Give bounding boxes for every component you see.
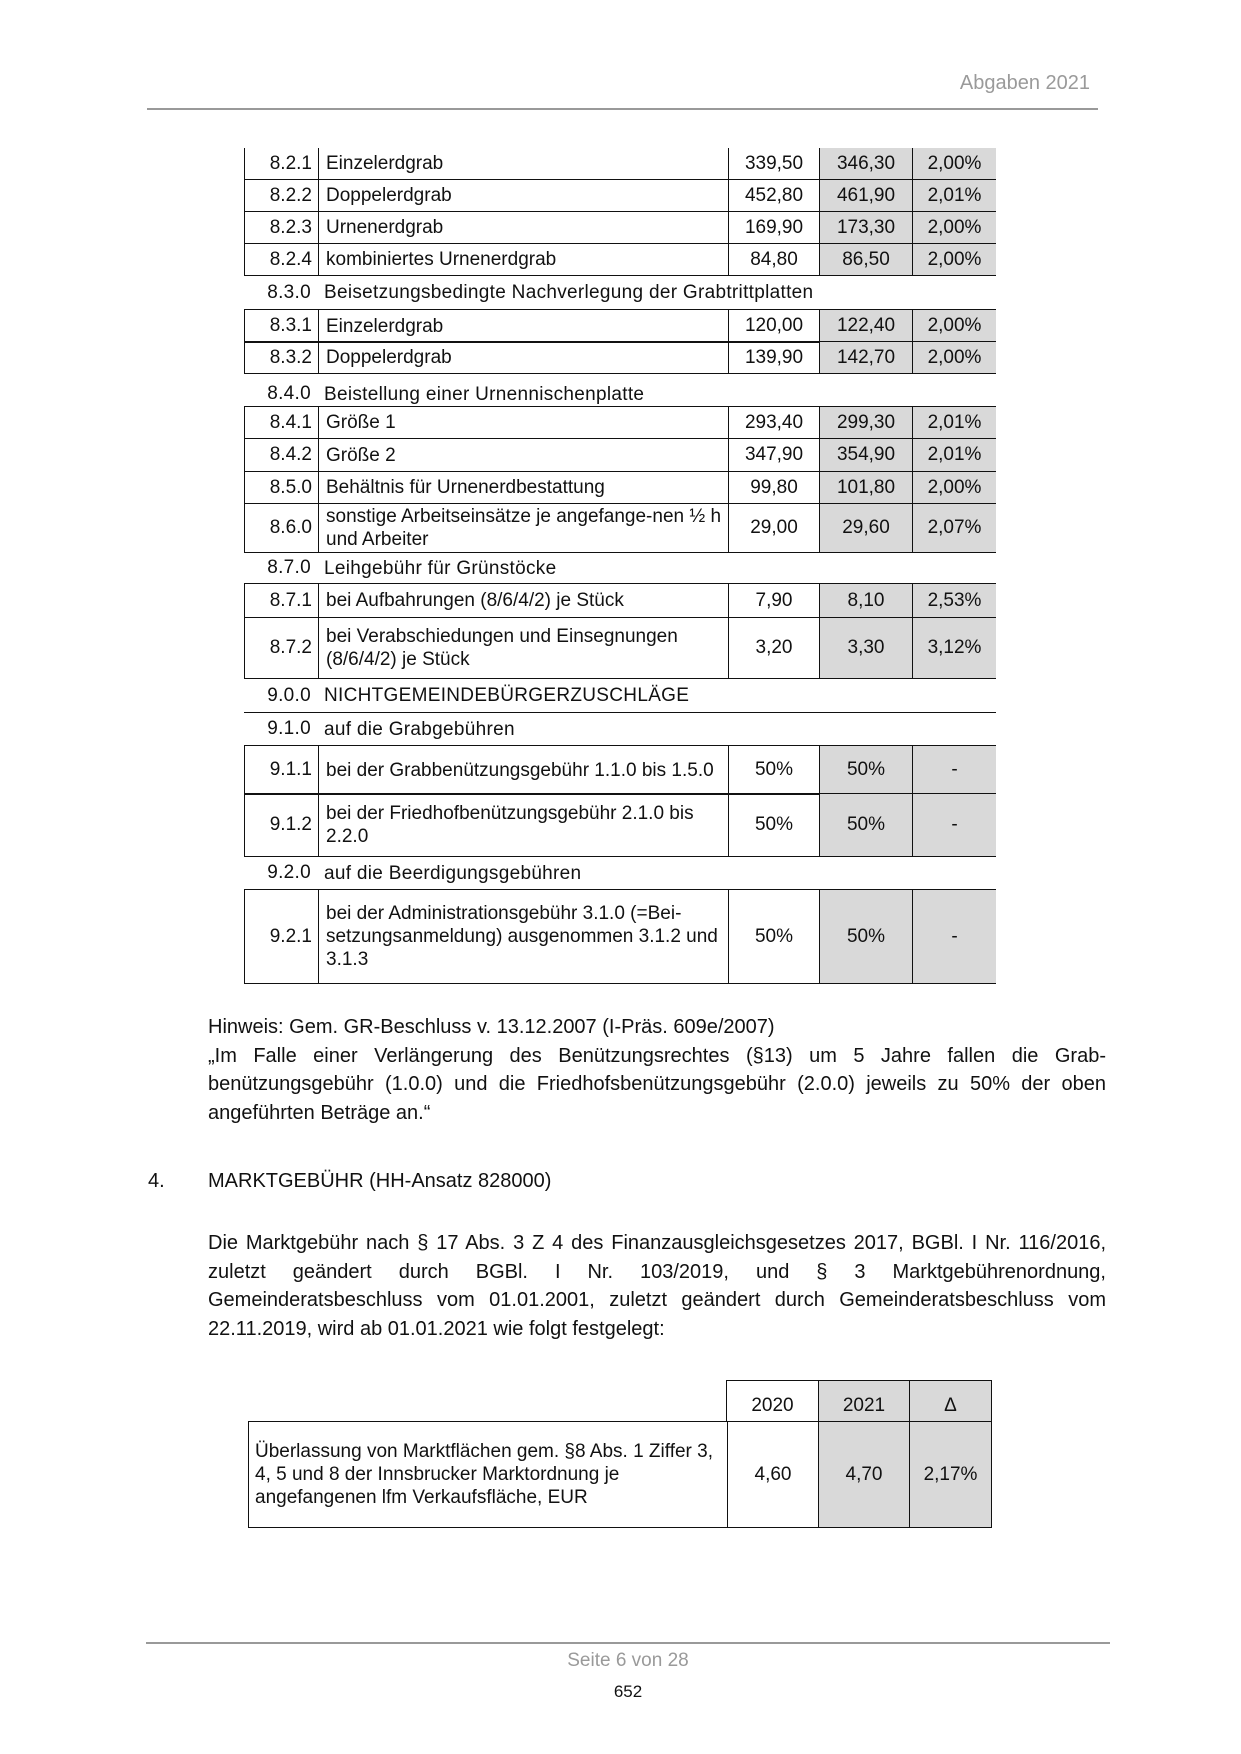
row-desc: Überlassung von Marktflächen gem. §8 Abs. 1 Ziffer 3, 4, 5 und 8 der Innsbrucker Marktordnung je angefangenen lfm Verkaufsfläche, EUR [255,1441,713,1508]
row-code: 9.2.1 [269,925,312,947]
group-row [244,276,996,309]
group-title: NICHTGEMEINDEBÜRGERZUSCHLÄGE [324,685,690,706]
group-code: 9.1.0 [267,718,311,739]
row-desc: Doppelerdgrab [318,180,728,211]
row-desc: Behältnis für Urnenerdbestattung [318,472,728,503]
page-info: Seite 6 von 28 [567,1650,689,1671]
row-value-2020: 120,00 [728,310,819,342]
row-desc: Größe 1 [318,407,728,438]
group-code: 8.3.0 [267,281,311,303]
row-delta: 2,00% [912,148,996,179]
row-value-2020: 3,20 [728,618,819,678]
row-delta: 2,53% [912,584,996,617]
row-value-2020: 293,40 [728,407,819,438]
row-value-2021: 4,70 [818,1422,909,1527]
row-value-2021: 50% [819,746,912,794]
row-value-2020: 29,00 [728,504,819,552]
row-value-2020: 339,50 [728,148,819,179]
group-row [244,553,996,583]
row-code: 8.2.2 [269,184,312,206]
row-delta: 3,12% [912,618,996,678]
row-value-2021: 29,60 [819,504,912,552]
row-desc: Urnenerdgrab [318,212,728,243]
row-desc: sonstige Arbeitseinsätze je angefange-nen ½ h und Arbeiter [318,504,728,552]
section-paragraph: Die Marktgebühr nach § 17 Abs. 3 Z 4 des Finanzausgleichsgesetzes 2017, BGBl. I Nr. 116/2016, zuletzt geändert durch BGBl. I Nr. 103/2019, und § 3 Marktgebührenordnung, Gemeinderatsbeschluss vom 01.01.2001, zuletzt geändert durch Gemeinderatsbeschluss vom 22.11.2019, wird ab 01.01.2021 wie folgt festgelegt: [208,1232,1106,1340]
table-row [244,406,996,439]
header-2021: 2021 [818,1381,909,1421]
row-value-2020: 169,90 [728,212,819,243]
row-value-2020: 452,80 [728,180,819,211]
row-code: 9.1.2 [269,814,312,835]
table-row [244,745,996,795]
group-title: Beisetzungsbedingte Nachverlegung der Grabtrittplatten [324,282,814,303]
row-delta: 2,17% [909,1422,991,1527]
group-row [244,679,996,713]
row-delta: 2,00% [912,342,996,373]
row-delta: 2,01% [912,407,996,438]
row-value-2020: 139,90 [728,342,819,373]
row-value-2021: 8,10 [819,584,912,617]
table-row [244,438,996,472]
table-row [244,583,996,618]
group-code: 9.0.0 [267,684,311,706]
group-title: auf die Grabgebühren [324,718,515,740]
row-desc: bei Verabschiedungen und Einsegnungen (8/6/4/2) je Stück [318,618,728,678]
table-row [244,889,996,984]
group-code: 9.2.0 [267,862,311,883]
row-code: 8.3.2 [269,346,312,368]
row-value-2021: 50% [819,794,912,856]
row-value-2020: 4,60 [727,1422,818,1527]
table-row [244,793,996,857]
row-desc: bei der Grabbenützungsgebühr 1.1.0 bis 1.5.0 [318,746,728,794]
row-delta: - [912,890,996,983]
row-value-2021: 299,30 [819,407,912,438]
note-block [208,1013,1106,1127]
row-code: 8.6.0 [269,517,312,538]
table-row [244,211,996,244]
row-delta: 2,00% [912,244,996,275]
table-row [244,309,996,343]
row-delta: 2,00% [912,310,996,342]
table-row [244,617,996,679]
row-desc: bei der Friedhofbenützungsgebühr 2.1.0 bis 2.2.0 [318,794,728,856]
row-value-2021: 461,90 [819,180,912,211]
group-row [244,376,996,406]
row-value-2021: 86,50 [819,244,912,275]
row-value-2020: 50% [728,890,819,983]
group-row [244,857,996,889]
row-code: 8.2.1 [269,152,312,174]
row-desc: Doppelerdgrab [318,342,728,373]
group-title: auf die Beerdigungsgebühren [324,862,582,884]
row-value-2021: 346,30 [819,148,912,179]
row-delta: 2,01% [912,439,996,471]
row-code: 9.1.1 [269,759,312,780]
row-value-2020: 50% [728,794,819,856]
row-value-2021: 3,30 [819,618,912,678]
page-footer [146,1642,1110,1702]
row-value-2021: 354,90 [819,439,912,471]
page-number: 652 [613,1682,643,1701]
section-number: 4. [148,1170,165,1192]
market-table-row [248,1421,992,1528]
row-code: 8.2.3 [269,216,312,238]
table-row [244,148,996,180]
row-value-2020: 7,90 [728,584,819,617]
row-delta: 2,07% [912,504,996,552]
row-value-2021: 173,30 [819,212,912,243]
note-reference: Hinweis: Gem. GR-Beschluss v. 13.12.2007 (I-Präs. 609e/2007) [208,1016,775,1038]
row-delta: 2,00% [912,212,996,243]
row-desc: bei Aufbahrungen (8/6/4/2) je Stück [318,584,728,617]
group-code: 8.4.0 [267,383,311,404]
row-value-2020: 99,80 [728,472,819,503]
row-code: 8.5.0 [269,476,312,498]
row-value-2020: 347,90 [728,439,819,471]
row-delta: 2,00% [912,472,996,503]
row-code: 8.7.2 [269,637,312,658]
row-desc: kombiniertes Urnenerdgrab [318,244,728,275]
row-value-2021: 50% [819,890,912,983]
row-value-2021: 101,80 [819,472,912,503]
row-delta: - [912,794,996,856]
row-desc: Einzelerdgrab [318,148,728,179]
group-code: 8.7.0 [267,557,311,578]
row-code: 8.2.4 [269,248,312,270]
group-title: Beistellung einer Urnennischenplatte [324,383,645,405]
table-row [244,341,996,374]
note-quote: „Im Falle einer Verlängerung des Benützungsrechtes (§13) um 5 Jahre fallen die Grabbenützungsgebühr (1.0.0) und die Friedhofsbenützungsgebühr (2.0.0) jeweils zu 50% der oben angeführten Beträge an.“ [208,1044,1106,1124]
row-code: 8.4.1 [269,411,312,433]
table-row [244,503,996,553]
row-desc: Größe 2 [318,439,728,471]
row-delta: - [912,746,996,794]
group-row [244,713,996,745]
market-table-header [726,1380,992,1421]
market-fee-table [248,1380,992,1528]
row-code: 8.3.1 [269,315,312,336]
row-value-2020: 50% [728,746,819,794]
row-code: 8.7.1 [269,589,312,611]
row-value-2021: 142,70 [819,342,912,373]
table-row [244,471,996,504]
row-code: 8.4.2 [269,444,312,465]
header-rule [147,108,1098,110]
group-title: Leihgebühr für Grünstöcke [324,557,557,579]
table-row [244,179,996,212]
header-title: Abgaben 2021 [959,72,1090,94]
header-delta: Δ [909,1381,991,1421]
table-row [244,243,996,276]
row-value-2020: 84,80 [728,244,819,275]
footer-rule [146,1642,1110,1644]
row-delta: 2,01% [912,180,996,211]
header-2020: 2020 [751,1395,794,1416]
row-desc: bei der Administrationsgebühr 3.1.0 (=Bei-setzungsanmeldung) ausgenommen 3.1.2 und 3.1.3 [318,890,728,983]
page-header [147,0,1098,111]
row-value-2021: 122,40 [819,310,912,342]
section-title: MARKTGEBÜHR (HH-Ansatz 828000) [208,1170,552,1192]
row-desc: Einzelerdgrab [318,310,728,342]
